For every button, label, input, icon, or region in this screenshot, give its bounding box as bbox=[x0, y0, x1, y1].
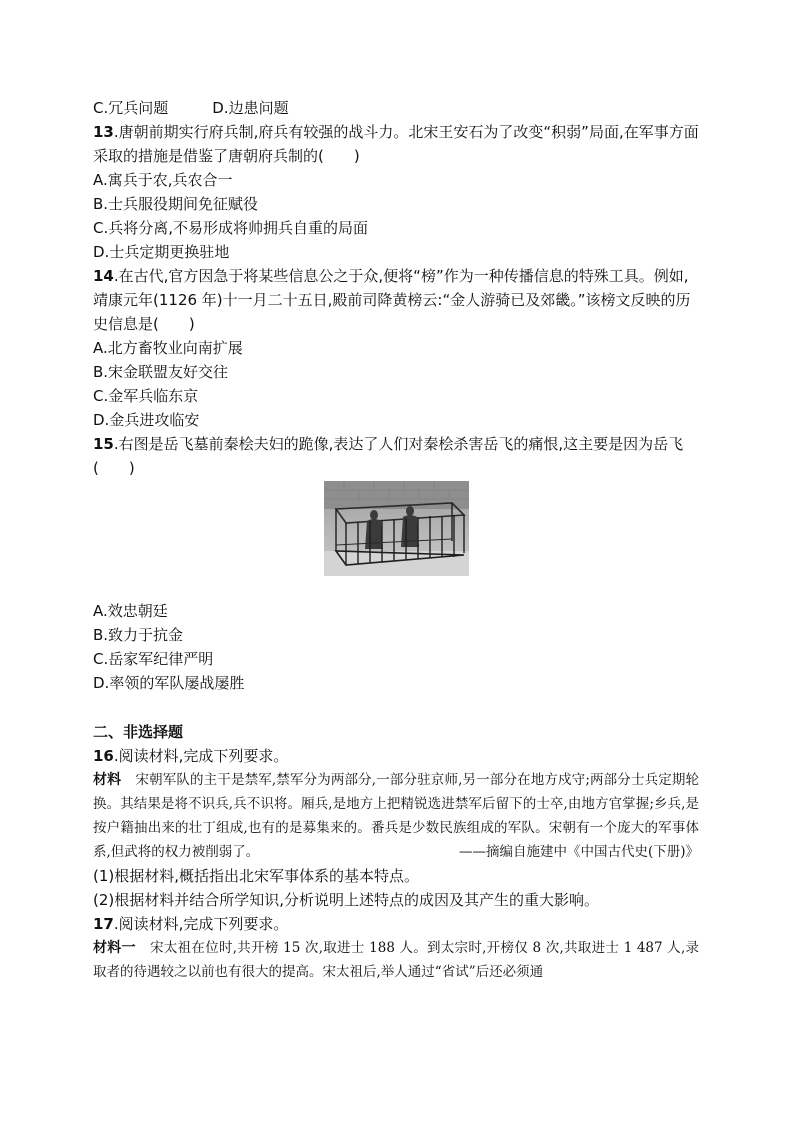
q12-option-d: D.边患问题 bbox=[212, 99, 289, 117]
q16-material-text: 宋朝军队的主干是禁军,禁军分为两部分,一部分驻京师,另一部分在地方戍守;两部分士兵定期轮换。其结果是将不识兵,兵不识将。厢兵,是地方上把精锐选进禁军后留下的士卒,由地方官掌握;乡兵,是按户籍抽出来的壮丁组成,也有的是募集来的。番兵是少数民族组成的军队。宋朝有一个庞大的军事体系,但武将的权力被削弱了。 bbox=[93, 772, 700, 860]
q15-option-d: D.率领的军队屡战屡胜 bbox=[93, 674, 245, 692]
q12-option-c: C.冗兵问题 bbox=[93, 99, 169, 117]
q15-number: 15 bbox=[93, 435, 114, 453]
section-title: 二、非选择题 bbox=[93, 723, 184, 741]
q15-option-c: C.岳家军纪律严明 bbox=[93, 650, 214, 668]
q16-requirement-1: (1)根据材料,概括指出北宋军事体系的基本特点。 bbox=[93, 867, 420, 885]
q15-option-a: A.效忠朝廷 bbox=[93, 602, 168, 620]
q17-material bbox=[93, 936, 699, 984]
q17-material-text: 宋太祖在位时,共开榜 15 次,取进士 188 人。到太宗时,开榜仅 8 次,共取进士 1 487 人,录取者的待遇较之以前也有很大的提高。宋太祖后,举人通过“省试”后还必须通 bbox=[93, 940, 700, 980]
q16-stem bbox=[93, 744, 699, 768]
q17-stem bbox=[93, 912, 699, 936]
q13-option-d: D.士兵定期更换驻地 bbox=[93, 243, 230, 261]
q16-source: ——摘编自施建中《中国古代史(下册)》 bbox=[458, 844, 699, 860]
q17-number: 17 bbox=[93, 915, 114, 933]
q14-stem bbox=[93, 264, 699, 336]
q14-number: 14 bbox=[93, 267, 114, 285]
kneeling-statues-photo bbox=[324, 481, 469, 576]
q15-stem-text: .右图是岳飞墓前秦桧夫妇的跪像,表达了人们对秦桧杀害岳飞的痛恨,这主要是因为岳飞( ) bbox=[93, 435, 684, 477]
q14-option-a: A.北方畜牧业向南扩展 bbox=[93, 339, 243, 357]
q13-option-a: A.寓兵于农,兵农合一 bbox=[93, 171, 233, 189]
q14-option-c: C.金军兵临东京 bbox=[93, 387, 199, 405]
q16-material-label: 材料 bbox=[93, 772, 122, 788]
q17-stem-text: .阅读材料,完成下列要求。 bbox=[113, 915, 289, 933]
q16-requirement-2: (2)根据材料并结合所学知识,分析说明上述特点的成因及其产生的重大影响。 bbox=[93, 891, 600, 909]
q16-number: 16 bbox=[93, 747, 114, 765]
q14-option-d: D.金兵进攻临安 bbox=[93, 411, 200, 429]
q13-stem bbox=[93, 120, 699, 168]
q17-material-label: 材料一 bbox=[93, 940, 136, 956]
q13-number: 13 bbox=[93, 123, 114, 141]
q13-option-b: B.士兵服役期间免征赋役 bbox=[93, 195, 259, 213]
q13-option-c: C.兵将分离,不易形成将帅拥兵自重的局面 bbox=[93, 219, 369, 237]
q13-stem-text: .唐朝前期实行府兵制,府兵有较强的战斗力。北宋王安石为了改变“积弱”局面,在军事方面采取的措施是借鉴了唐朝府兵制的( ) bbox=[93, 123, 699, 165]
q15-stem bbox=[93, 432, 699, 480]
q12-options-cd bbox=[93, 96, 699, 120]
q16-stem-text: .阅读材料,完成下列要求。 bbox=[113, 747, 289, 765]
q14-stem-text: .在古代,官方因急于将某些信息公之于众,便将“榜”作为一种传播信息的特殊工具。例如,靖康元年(1126 年)十一月二十五日,殿前司降黄榜云:“金人游骑已及郊畿。”该榜文反映的历史信息是( ) bbox=[93, 267, 691, 333]
q15-option-b: B.致力于抗金 bbox=[93, 626, 184, 644]
q14-option-b: B.宋金联盟友好交往 bbox=[93, 363, 229, 381]
